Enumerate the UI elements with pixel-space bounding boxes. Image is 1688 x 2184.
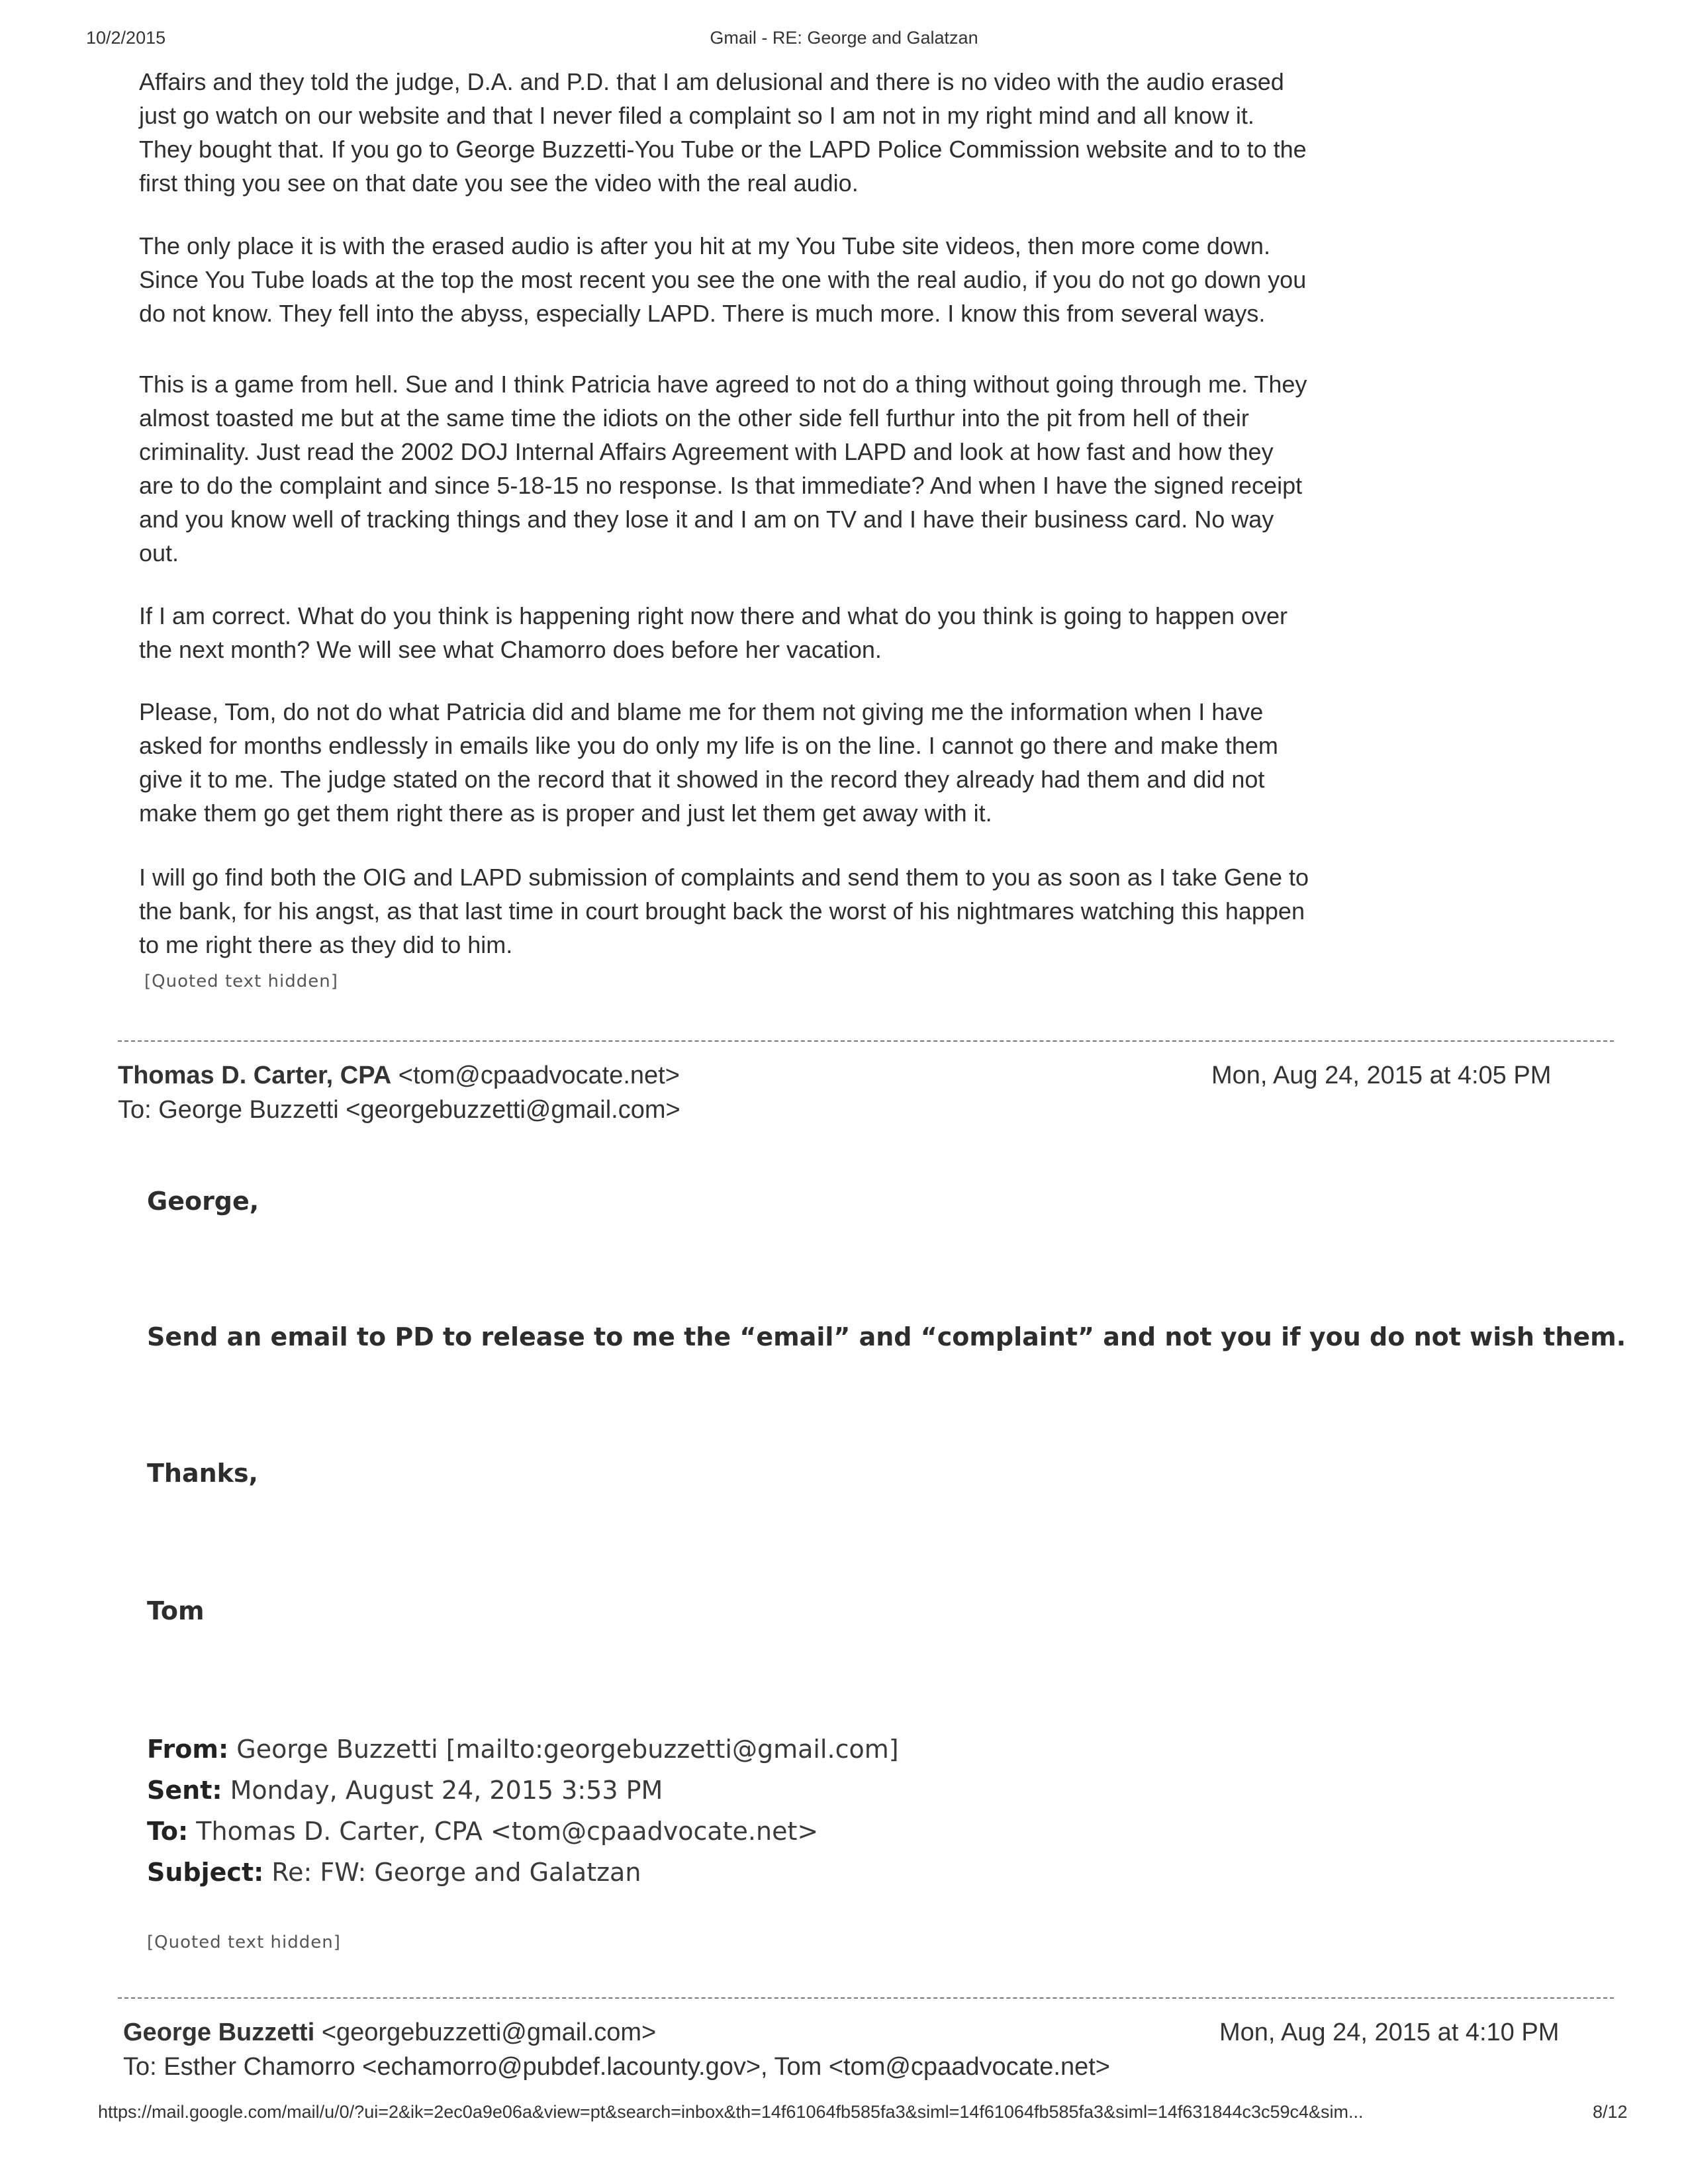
body-line: asked for months endlessly in emails like you do only my life is on the line. I cannot go there and make them xyxy=(139,732,1278,759)
message-recipients: To: George Buzzetti <georgebuzzetti@gmail.com> xyxy=(118,1096,680,1124)
body-line: If I am correct. What do you think is happening right now there and what do you think is going to happen over xyxy=(139,602,1288,629)
message-thanks: Thanks, xyxy=(147,1459,258,1488)
body-line: and you know well of tracking things and they lose it and I am on TV and I have their business card. No way xyxy=(139,506,1274,533)
sender2-name: George Buzzetti xyxy=(123,2019,315,2046)
message-date: Mon, Aug 24, 2015 at 4:05 PM xyxy=(1211,1062,1552,1089)
message2-recipients: To: Esther Chamorro <echamorro@pubdef.lacounty.gov>, Tom <tom@cpaadvocate.net> xyxy=(123,2053,1110,2081)
body-line: They bought that. If you go to George Buzzetti-You Tube or the LAPD Police Commission website and to to the xyxy=(139,136,1307,163)
message-header-sender xyxy=(118,1062,680,1090)
message-body-line: Send an email to PD to release to me the “email” and “complaint” and not you if you do not wish them. xyxy=(147,1322,1626,1351)
body-line: This is a game from hell. Sue and I think Patricia have agreed to not do a thing without going through me. They xyxy=(139,371,1307,398)
body-line: the next month? We will see what Chamorro does before her vacation. xyxy=(139,636,882,663)
message2-header-sender xyxy=(123,2019,656,2047)
message-greeting: George, xyxy=(147,1187,259,1216)
body-line: I will go find both the OIG and LAPD submission of complaints and send them to you as soon as I take Gene to xyxy=(139,864,1309,891)
sender-email: <tom@cpaadvocate.net> xyxy=(398,1062,680,1089)
fw-sent-row: Sent: Monday, August 24, 2015 3:53 PM xyxy=(147,1776,663,1805)
body-paragraph xyxy=(139,229,1582,330)
body-line: criminality. Just read the 2002 DOJ Internal Affairs Agreement with LAPD and look at how fast and how they xyxy=(139,438,1274,465)
message2-date: Mon, Aug 24, 2015 at 4:10 PM xyxy=(1219,2019,1560,2046)
body-paragraph xyxy=(139,65,1582,200)
body-line: Affairs and they told the judge, D.A. and P.D. that I am delusional and there is no video with the audio erased xyxy=(139,68,1284,95)
forwarded-header-block xyxy=(147,1729,899,1893)
body-line: are to do the complaint and since 5-18-15 no response. Is that immediate? And when I have the signed receipt xyxy=(139,472,1303,499)
message-divider-2 xyxy=(118,1997,1614,1999)
fw-from-row: From: George Buzzetti [mailto:georgebuzzetti@gmail.com] xyxy=(147,1735,899,1764)
fw-subject-row: Subject: Re: FW: George and Galatzan xyxy=(147,1858,641,1887)
sender2-email: <georgebuzzetti@gmail.com> xyxy=(321,2019,657,2046)
quoted-text-hidden-toggle[interactable]: [Quoted text hidden] xyxy=(144,972,338,991)
body-line: Please, Tom, do not do what Patricia did and blame me for them not giving me the information when I have xyxy=(139,698,1264,725)
quoted-text-hidden-toggle-2[interactable]: [Quoted text hidden] xyxy=(147,1933,341,1952)
body-line: the bank, for his angst, as that last time in court brought back the worst of his nightmares watching this happen xyxy=(139,897,1305,925)
body-line: almost toasted me but at the same time the idiots on the other side fell furthur into the pit from hell of their xyxy=(139,404,1249,432)
print-date: 10/2/2015 xyxy=(86,28,166,48)
sender-name: Thomas D. Carter, CPA xyxy=(118,1062,392,1089)
body-paragraph xyxy=(139,599,1582,666)
body-line: out. xyxy=(139,539,179,567)
body-line: The only place it is with the erased audio is after you hit at my You Tube site videos, then more come down. xyxy=(139,232,1270,259)
body-line: Since You Tube loads at the top the most recent you see the one with the real audio, if you do not go down you xyxy=(139,266,1307,293)
print-title: Gmail - RE: George and Galatzan xyxy=(710,28,978,48)
message-signature: Tom xyxy=(147,1596,205,1625)
body-paragraph xyxy=(139,367,1582,570)
body-paragraph xyxy=(139,695,1582,830)
body-line: give it to me. The judge stated on the record that it showed in the record they already had them and did not xyxy=(139,766,1265,793)
body-line: do not know. They fell into the abyss, especially LAPD. There is much more. I know this from several ways. xyxy=(139,300,1266,327)
message-divider xyxy=(118,1040,1614,1042)
body-line: first thing you see on that date you see the video with the real audio. xyxy=(139,169,859,197)
fw-to-row: To: Thomas D. Carter, CPA <tom@cpaadvocate.net> xyxy=(147,1817,819,1846)
body-line: make them go get them right there as is proper and just let them get away with it. xyxy=(139,799,992,827)
body-line: just go watch on our website and that I never filed a complaint so I am not in my right mind and all know it. xyxy=(139,102,1254,129)
print-footer-page: 8/12 xyxy=(1593,2102,1628,2122)
body-paragraph xyxy=(139,860,1582,962)
body-line: to me right there as they did to him. xyxy=(139,931,513,958)
print-footer-url: https://mail.google.com/mail/u/0/?ui=2&ik=2ec0a9e06a&view=pt&search=inbox&th=14f61064fb585fa3&siml=14f61064fb585fa3&siml=14f631844c3c59c4&sim... xyxy=(98,2102,1364,2122)
